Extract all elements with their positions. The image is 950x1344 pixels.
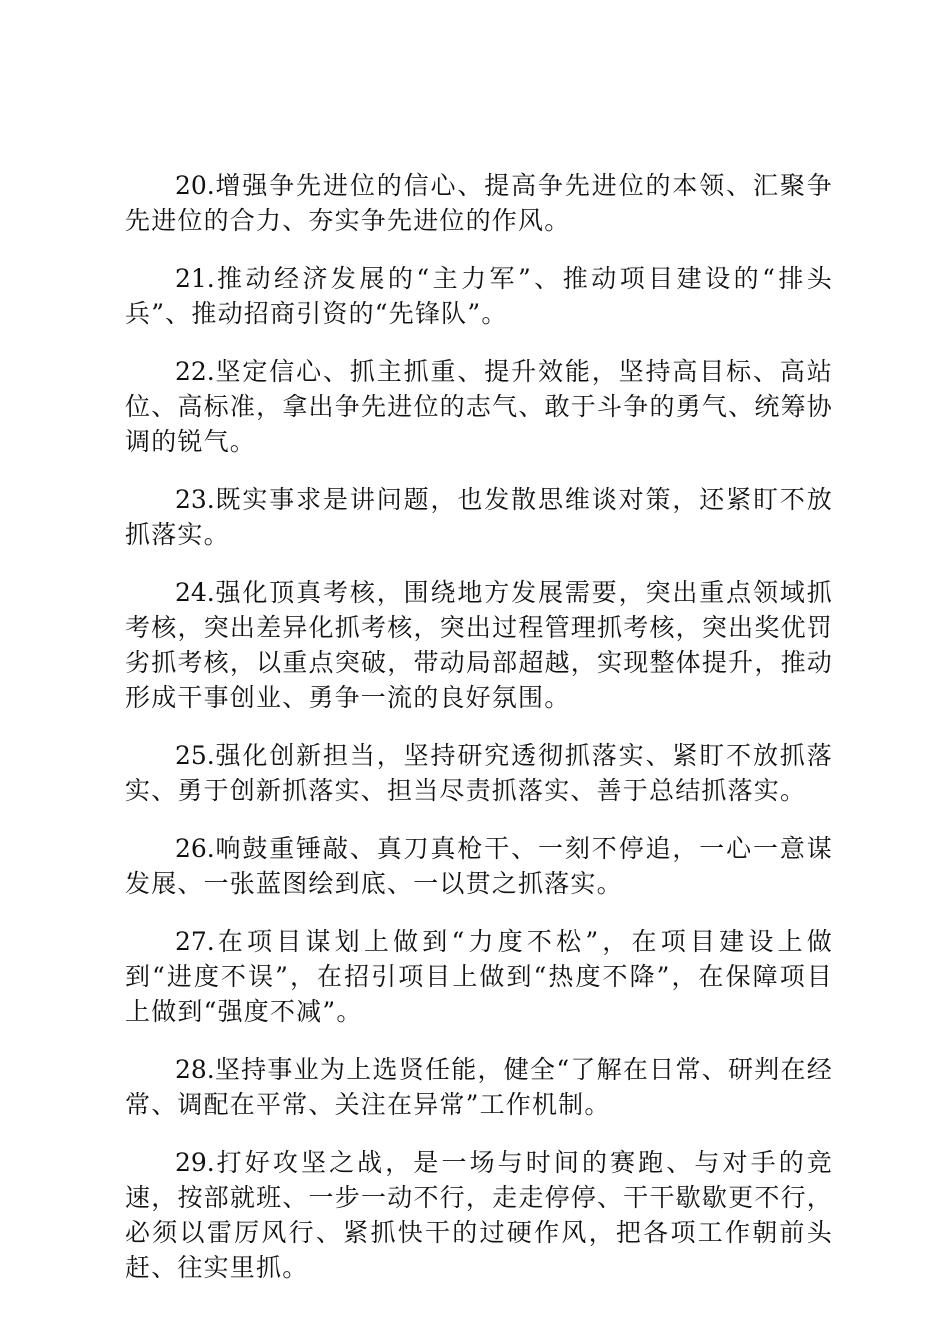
paragraph-22 — [125, 354, 833, 459]
paragraph-number: 20. — [175, 171, 215, 200]
paragraph-text: 推动经济发展的“主力军”、推动项目建设的“排头兵”、推动招商引资的“先锋队”。 — [125, 264, 833, 328]
paragraph-text: 打好攻坚之战，是一场与时间的赛跑、与对手的竞速，按部就班、一步一动不行，走走停停、干干歇歇更不行，必须以雷厉风行、紧抓快干的过硬作风，把各项工作朝前头赶、往实里抓。 — [125, 1148, 833, 1282]
paragraph-26 — [125, 831, 833, 901]
paragraph-number: 27. — [175, 927, 215, 956]
paragraph-number: 26. — [175, 834, 215, 863]
paragraph-27 — [125, 924, 833, 1029]
paragraph-number: 28. — [175, 1055, 215, 1084]
paragraph-number: 22. — [175, 357, 215, 386]
paragraph-20 — [125, 168, 833, 238]
paragraph-number: 23. — [175, 485, 215, 514]
paragraph-text: 在项目谋划上做到“力度不松”，在项目建设上做到“进度不误”，在招引项目上做到“热度不降”，在保障项目上做到“强度不减”。 — [125, 927, 833, 1026]
paragraph-text: 强化顶真考核，围绕地方发展需要，突出重点领域抓考核，突出差异化抓考核，突出过程管理抓考核，突出奖优罚劣抓考核，以重点突破，带动局部超越，实现整体提升，推动形成干事创业、勇争一流的良好氛围。 — [125, 578, 833, 712]
paragraph-number: 29. — [175, 1148, 215, 1177]
paragraph-24 — [125, 575, 833, 715]
paragraph-25 — [125, 738, 833, 808]
document-body — [125, 168, 833, 1308]
paragraph-28 — [125, 1052, 833, 1122]
paragraph-text: 既实事求是讲问题，也发散思维谈对策，还紧盯不放抓落实。 — [125, 485, 833, 549]
paragraph-number: 21. — [175, 264, 215, 293]
paragraph-number: 25. — [175, 741, 215, 770]
paragraph-number: 24. — [175, 578, 215, 607]
paragraph-29 — [125, 1145, 833, 1285]
paragraph-text: 响鼓重锤敲、真刀真枪干、一刻不停追，一心一意谋发展、一张蓝图绘到底、一以贯之抓落实。 — [125, 834, 833, 898]
paragraph-text: 增强争先进位的信心、提高争先进位的本领、汇聚争先进位的合力、夯实争先进位的作风。 — [125, 171, 833, 235]
paragraph-23 — [125, 482, 833, 552]
paragraph-21 — [125, 261, 833, 331]
paragraph-text: 坚定信心、抓主抓重、提升效能，坚持高目标、高站位、高标准，拿出争先进位的志气、敢于斗争的勇气、统筹协调的锐气。 — [125, 357, 833, 456]
paragraph-text: 强化创新担当，坚持研究透彻抓落实、紧盯不放抓落实、勇于创新抓落实、担当尽责抓落实、善于总结抓落实。 — [125, 741, 833, 805]
paragraph-text: 坚持事业为上选贤任能，健全“了解在日常、研判在经常、调配在平常、关注在异常”工作机制。 — [125, 1055, 833, 1119]
